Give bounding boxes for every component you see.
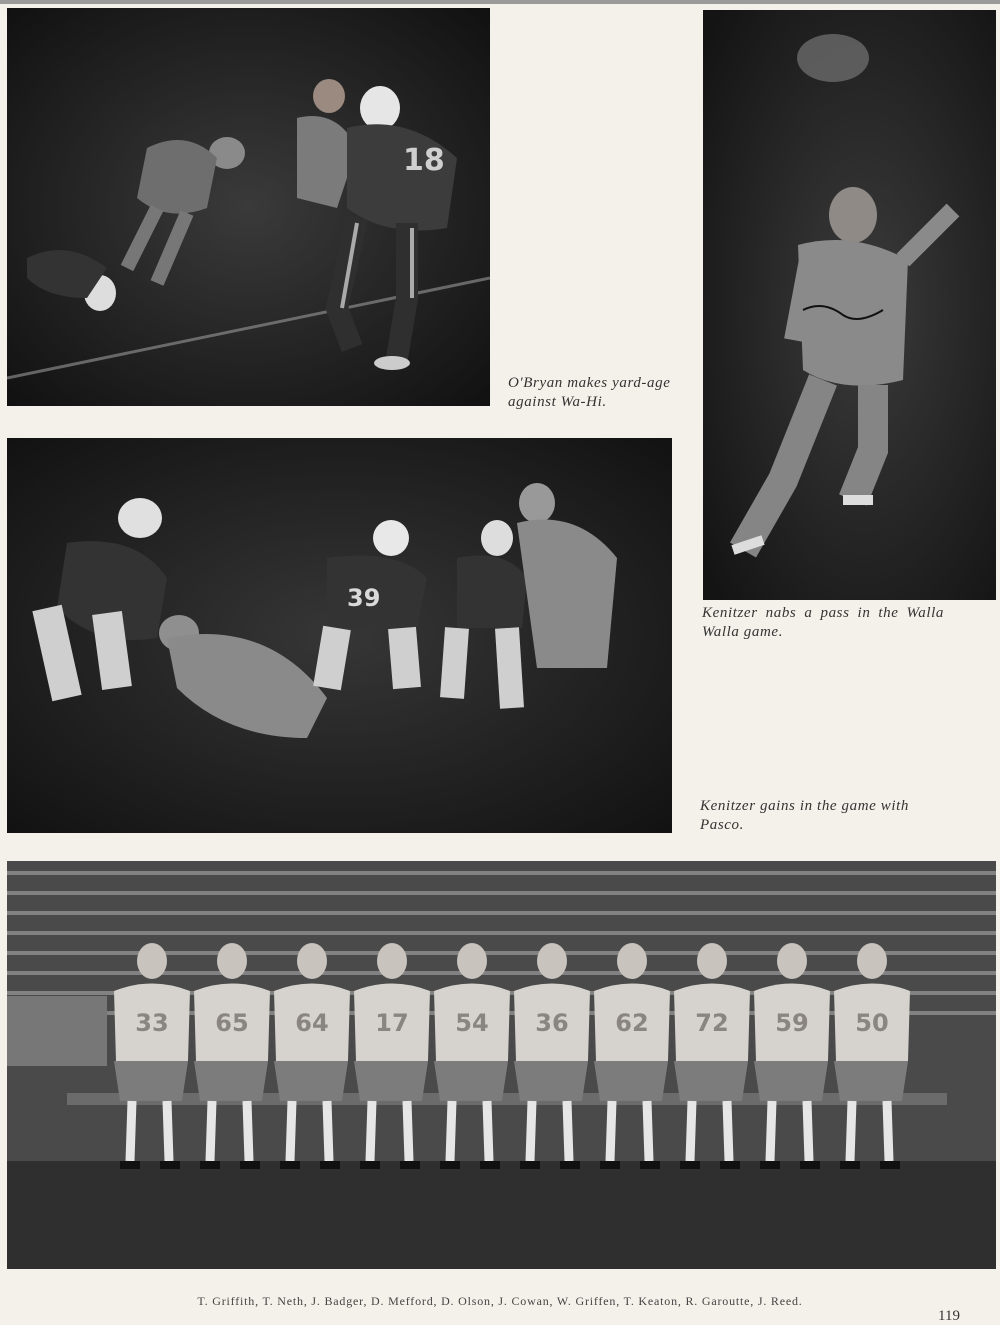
team-jersey-number: 62 [615,1009,649,1037]
team-jersey-number: 33 [135,1009,169,1037]
team-jersey-number: 64 [295,1009,329,1037]
photo3-jersey-number: 39 [347,584,381,612]
team-jersey-number: 17 [375,1009,409,1037]
page-number: 119 [938,1308,960,1324]
team-jersey-number: 54 [455,1009,489,1037]
caption-obryan: O'Bryan makes yard-age against Wa-Hi. [508,375,671,410]
photo-kenitzer-pasco [7,438,672,833]
team-jersey-number: 65 [215,1009,249,1037]
caption-kenitzer-pasco: Kenitzer gains in the game with Pasco. [700,798,910,833]
photo1-jersey-number: 18 [403,143,445,178]
team-roster-names: T. Griffith, T. Neth, J. Badger, D. Mefford, D. Olson, J. Cowan, W. Griffen, T. Keaton, R. Garoutte, J. Reed. [197,1294,803,1308]
team-jersey-number: 36 [535,1009,569,1037]
team-jersey-number: 59 [775,1009,809,1037]
top-rule [0,0,1000,4]
photo-kenitzer-catch [703,10,996,600]
caption-kenitzer-pass: Kenitzer nabs a pass in the Walla Walla game. [702,605,944,640]
team-jersey-number: 72 [695,1009,729,1037]
team-jersey-number: 50 [855,1009,889,1037]
photo-obryan-play [7,8,490,406]
photo-team-bench [7,861,996,1269]
